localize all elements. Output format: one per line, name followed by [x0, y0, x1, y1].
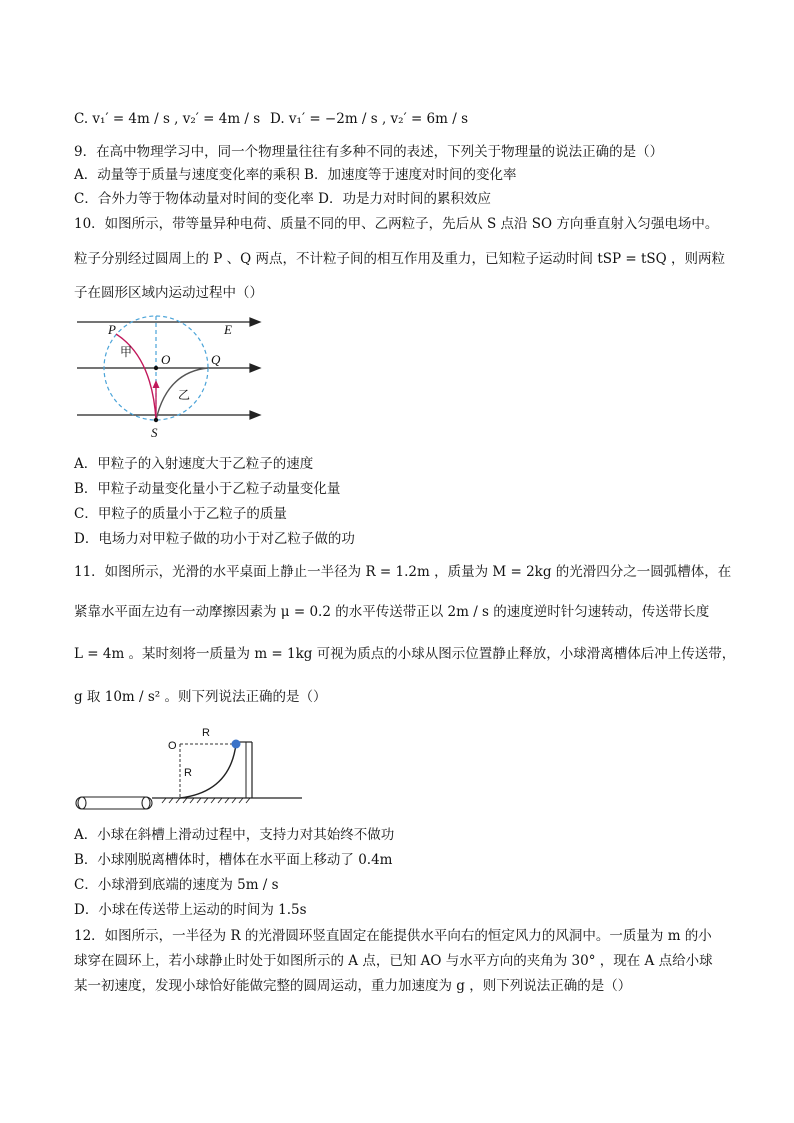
q9-stem: 9．在高中物理学习中，同一个物理量往往有多种不同的表述，下列关于物理量的说法正确的是（） [74, 144, 664, 160]
q10-stem-line3: 子在圆形区域内运动过程中（） [74, 285, 263, 301]
q11-ball [232, 740, 241, 749]
q11-option-d: D．小球在传送带上运动的时间为 1.5s [74, 902, 307, 918]
q11-option-b: B．小球刚脱离槽体时，槽体在水平面上移动了 0.4m [74, 852, 393, 868]
q10-figure [72, 312, 272, 442]
q10-stem-line1: 10．如图所示，带等量异种电荷、质量不同的甲、乙两粒子，先后从 S 点沿 SO 方向垂直射入匀强电场中。 [74, 216, 719, 232]
q11-option-c: C．小球滑到底端的速度为 5m / s [74, 877, 279, 893]
q10-option-a: A．甲粒子的入射速度大于乙粒子的速度 [74, 456, 314, 472]
q11-stem-line1: 11．如图所示，光滑的水平桌面上静止一半径为 R = 1.2m ，质量为 M = 2kg 的光滑四分之一圆弧槽体，在 [74, 564, 732, 580]
q10-label-yi: 乙 [178, 388, 191, 402]
q10-label-q: Q [211, 352, 221, 367]
q12-stem-line3: 某一初速度，发现小球恰好能做完整的圆周运动，重力加速度为 g ，则下列说法正确的是（） [74, 978, 632, 994]
q11-label-r-left: R [184, 767, 192, 779]
q10-option-d: D．电场力对甲粒子做的功小于对乙粒子做的功 [74, 531, 355, 547]
q10-option-c: C．甲粒子的质量小于乙粒子的质量 [74, 506, 287, 522]
q11-stem-line3: L = 4m 。某时刻将一质量为 m = 1kg 可视为质点的小球从图示位置静止释放，小球滑离槽体后冲上传送带， [74, 646, 736, 662]
q10-stem-line2: 粒子分别经过圆周上的 P 、Q 两点，不计粒子间的相互作用及重力，已知粒子运动时间 tSP = tSQ ，则两粒 [74, 251, 725, 267]
q10-label-p: P [108, 322, 116, 337]
q8-option-d: D. v₁′ = −2m / s , v₂′ = 6m / s [270, 111, 469, 127]
q10-label-e: E [224, 322, 232, 337]
q10-label-s: S [151, 425, 158, 440]
q11-figure [70, 722, 310, 822]
q10-label-jia: 甲 [120, 345, 133, 359]
q9-options-cd: C．合外力等于物体动量对时间的变化率 D．功是力对时间的累积效应 [74, 191, 491, 207]
q11-label-r-top: R [202, 727, 210, 739]
q10-label-o: O [161, 352, 171, 367]
q12-stem-line2: 球穿在圆环上，若小球静止时处于如图所示的 A 点，已知 AO 与水平方向的夹角为 30° ，现在 A 点给小球 [74, 953, 713, 969]
q11-stem-line4: g 取 10m / s² 。则下列说法正确的是（） [74, 689, 327, 705]
q9-options-ab: A．动量等于质量与速度变化率的乘积 B．加速度等于速度对时间的变化率 [74, 167, 517, 183]
q11-label-o: O [168, 740, 177, 752]
q10-option-b: B．甲粒子动量变化量小于乙粒子动量变化量 [74, 481, 341, 497]
q8-option-c: C. v₁′ = 4m / s , v₂′ = 4m / s [74, 111, 261, 127]
q11-option-a: A．小球在斜槽上滑动过程中，支持力对其始终不做功 [74, 827, 395, 843]
q11-stem-line2: 紧靠水平面左边有一动摩擦因素为 μ = 0.2 的水平传送带正以 2m / s 的速度逆时针匀速转动，传送带长度 [74, 604, 710, 620]
q12-stem-line1: 12．如图所示，一半径为 R 的光滑圆环竖直固定在能提供水平向右的恒定风力的风洞中。一质量为 m 的小 [74, 928, 712, 944]
